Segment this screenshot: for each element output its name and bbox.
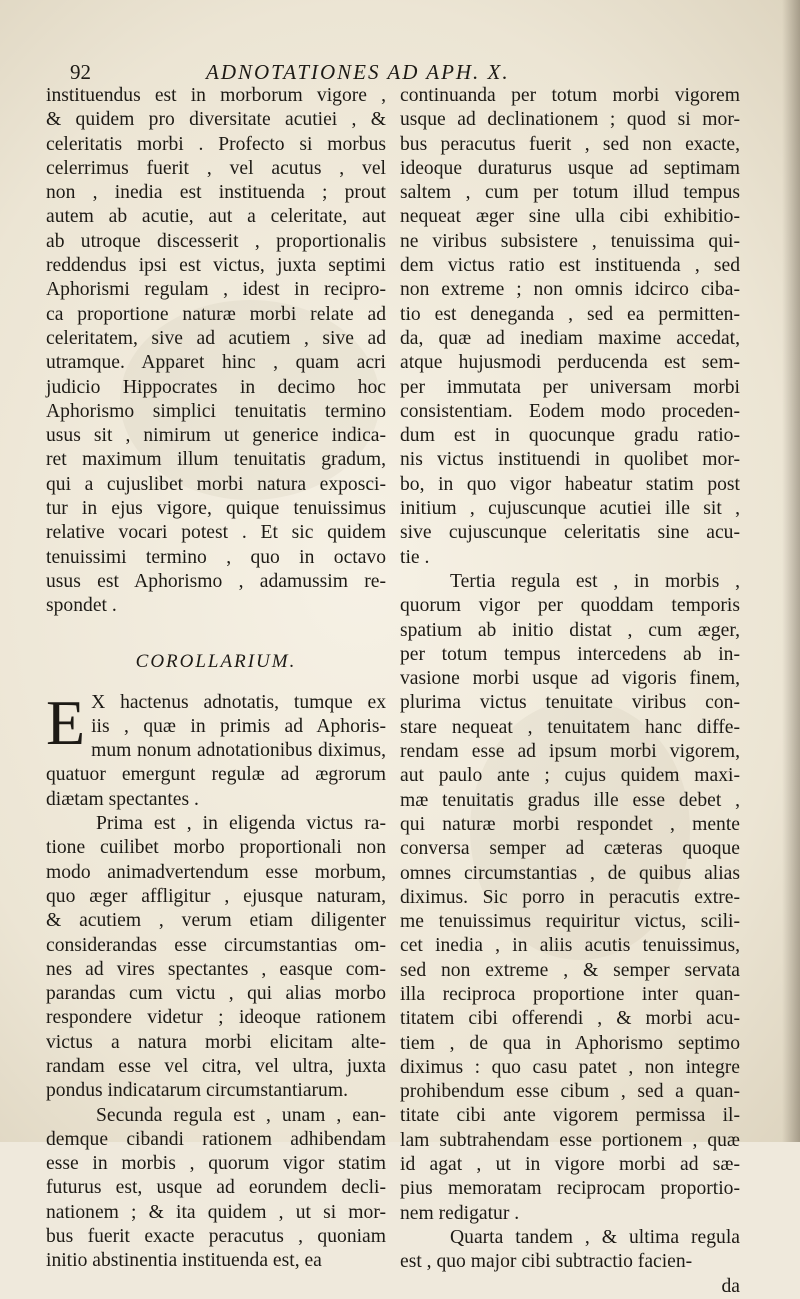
text-line: celeritatis morbi . Profecto si morbus [46, 133, 386, 155]
text-line: continuanda per totum morbi vigorem [400, 85, 740, 106]
text-line: quatuor emergunt regulæ ad ægrorum [46, 764, 386, 786]
text-line: instituendus est in morborum vigore , [46, 85, 386, 106]
left-column [46, 84, 386, 1274]
text-line: mæ tenuitatis gradus ille esse debet , [400, 789, 740, 811]
text-line: lam subtrahendam esse portionem , quæ [400, 1129, 740, 1151]
text-line: Prima est , in eligenda victus ra- [96, 813, 386, 835]
text-line: dum est in quocunque gradu ratio- [400, 425, 740, 447]
text-line: Tertia regula est , in morbis , [450, 570, 740, 592]
text-line: tenuissimi termino , quo in octavo [46, 546, 386, 568]
text-line: relative vocari potest . Et sic quidem [46, 522, 386, 544]
text-line: diximus : quo casu patet , non integre [400, 1056, 740, 1078]
text-line: reddendus ipsi est victus, juxta septimi [46, 255, 386, 277]
text-line: usus est Aphorismo , adamussim re- [46, 570, 386, 592]
text-line: me tenuissimus requiritur victus, scili- [400, 911, 740, 933]
text-line: titate cibi ante vigorem permissa il- [400, 1105, 740, 1127]
text-line: tur in ejus vigore, quique tenuissimus [46, 498, 386, 520]
text-line: ne viribus subsistere , tenuissima qui- [400, 230, 740, 252]
text-line: omnes circumstantias , de quibus alias [400, 862, 740, 884]
corollary-heading: COROLLARIUM. [135, 650, 297, 672]
text-line: Aphorismo simplici tenuitatis termino [46, 400, 386, 422]
text-line: Quarta tandem , & ultima regula [450, 1226, 740, 1248]
text-line: diætam spectantes . [46, 788, 199, 810]
text-line: est , quo major cibi subtractio facien- [400, 1251, 693, 1273]
text-line: da, quæ ad inediam maxime accedat, [400, 327, 740, 349]
text-line: respondere videtur ; ideoque rationem [46, 1007, 386, 1029]
text-line: & quidem pro diversitate acutiei , & [46, 109, 386, 131]
text-line: vasione morbi usque ad vigoris finem, [400, 668, 740, 690]
page-edge-shadow [782, 0, 800, 1142]
drop-cap: E [46, 686, 86, 758]
text-line: ideoque duraturus usque ad septimam [400, 157, 740, 179]
text-line: qui naturæ morbi respondet , mente [400, 813, 740, 835]
text-line: iis , quæ in primis ad Aphoris- [91, 715, 386, 737]
paragraph-continuation [400, 84, 740, 570]
text-line: qui a cujuslibet morbi natura exposci- [46, 473, 386, 495]
paragraph-tertia [400, 570, 740, 1226]
text-line: ret maximum illum tenuitatis gradum, [46, 449, 386, 471]
running-head: ADNOTATIONES AD APH. X. [206, 60, 510, 84]
text-line: futurus est, usque ad eorundem decli- [46, 1177, 386, 1199]
text-line: quorum vigor per quoddam temporis [400, 595, 740, 617]
text-line: Aphorismi regulam , idest in recipro- [46, 279, 386, 301]
text-line: dem victus ratio est instituenda , sed [400, 255, 740, 277]
text-line: titatem cibi offerendi , & morbi acu- [400, 1008, 740, 1030]
text-line: illa reciproca proportione inter quan- [400, 983, 740, 1005]
text-line: usque ad declinationem ; quod si mor- [400, 109, 740, 131]
text-line: demque cibandi rationem adhibendam [46, 1128, 386, 1150]
text-line: saltem , cum per totum illud tempus [400, 182, 740, 204]
page-number: 92 [70, 60, 91, 84]
text-line: diximus. Sic porro in peracutis extre- [400, 886, 740, 908]
text-line: considerandas esse circumstantias om- [46, 934, 386, 956]
text-line: sed non extreme , & semper servata [400, 959, 740, 981]
text-line: sive cujuscunque celeritatis sine acu- [400, 522, 740, 544]
paragraph-continuation [46, 84, 386, 619]
text-line: per immutata per universam morbi [400, 376, 740, 398]
text-line: esse in morbis , quorum vigor statim [46, 1153, 386, 1175]
paragraph-secunda [46, 1104, 386, 1274]
text-line: nationem ; & ita quidem , ut si mor- [46, 1201, 386, 1223]
paragraph-quarta [400, 1226, 740, 1275]
text-line: victus a natura morbi elicitam alte- [46, 1031, 386, 1053]
text-line: & acutiem , verum etiam diligenter [46, 910, 386, 932]
text-line: ab utroque discesserit , proportionalis [46, 230, 386, 252]
text-line: judicio Hippocrates in decimo hoc [46, 376, 386, 398]
text-line: id agat , ut in vigore morbi ad sæ- [400, 1154, 740, 1176]
text-line: nequeat æger sine ulla cibi exhibitio- [400, 206, 740, 228]
text-line: pondus indicatarum circumstantiarum. [46, 1080, 348, 1102]
text-line: rendam esse ad ipsum morbi vigorem, [400, 741, 740, 763]
text-line: non extreme ; non omnis idcirco ciba- [400, 279, 740, 301]
text-line: bus fuerit exacte peracutus , quoniam [46, 1226, 386, 1248]
text-line: autem ab acutie, aut a celeritate, aut [46, 206, 386, 228]
text-line: stare nequeat , tenuitatem hanc diffe- [400, 716, 740, 738]
text-line: prohibendum esse cibum , sed a quan- [400, 1081, 740, 1103]
text-line: tiem , de qua in Aphorismo septimo [400, 1032, 740, 1054]
text-line: pius memoratam reciprocam proportio- [400, 1178, 740, 1200]
text-line: modo animadvertendum esse morbum, [46, 861, 386, 883]
text-line: usus sit , nimirum ut generice indica- [46, 425, 386, 447]
right-column [400, 84, 740, 1299]
catchword: da [721, 1275, 740, 1297]
text-line: nis victus instituendi in quolibet mor- [400, 449, 740, 471]
text-line: ca proportione naturæ morbi relate ad [46, 303, 386, 325]
text-line: nem redigatur . [400, 1202, 520, 1224]
text-line: tione cuilibet morbo proportionali non [46, 837, 386, 859]
text-line: spatium ab initio distat , cum æger, [400, 619, 740, 641]
text-line: per totum tempus intercedens ab in- [400, 643, 740, 665]
text-line: Secunda regula est , unam , ean- [96, 1104, 386, 1126]
text-line: plurima victus tenuitate viribus con- [400, 692, 740, 714]
text-line: quo æger affligitur , ejusque naturam, [46, 885, 386, 907]
text-line: cet inedia , in aliis acutis tenuissimus, [400, 935, 740, 957]
page-header [0, 60, 800, 86]
text-line: celerrimus fuerit , vel acutus , vel [46, 157, 386, 179]
text-line: spondet . [46, 595, 117, 617]
text-line: bo, in quo vigor habeatur statim post [400, 473, 740, 495]
text-line: atque hujusmodi perducenda est sem- [400, 352, 740, 374]
text-line: conversa semper ad cæteras quoque [400, 838, 740, 860]
text-line: bus peracutus fuerit , sed non exacte, [400, 133, 740, 155]
text-line: X hactenus adnotatis, tumque ex [91, 691, 386, 713]
text-line: non , inedia est instituenda ; prout [46, 182, 386, 204]
text-line: randam esse vel citra, vel ultra, juxta [46, 1055, 386, 1077]
text-line: celeritatem, sive ad acutiem , sive ad [46, 327, 386, 349]
text-line: tie . [400, 546, 430, 568]
text-line: consistentiam. Eodem modo proceden- [400, 400, 740, 422]
text-line: nes ad vires spectantes , easque com- [46, 958, 386, 980]
text-line: initio abstinentia instituenda est, ea [46, 1250, 322, 1272]
text-line: mum nonum adnotationibus diximus, [91, 740, 386, 762]
text-line: parandas cum victu , qui alias morbo [46, 983, 386, 1005]
text-line: initium , cujuscunque acutiei ille sit , [400, 498, 740, 520]
text-line: utramque. Apparet hinc , quam acri [46, 352, 386, 374]
corollary-paragraph [46, 686, 386, 812]
text-line: tio est deneganda , sed ea permitten- [400, 303, 740, 325]
text-line: aut paulo ante ; cujus quidem maxi- [400, 765, 740, 787]
paragraph-prima [46, 812, 386, 1104]
